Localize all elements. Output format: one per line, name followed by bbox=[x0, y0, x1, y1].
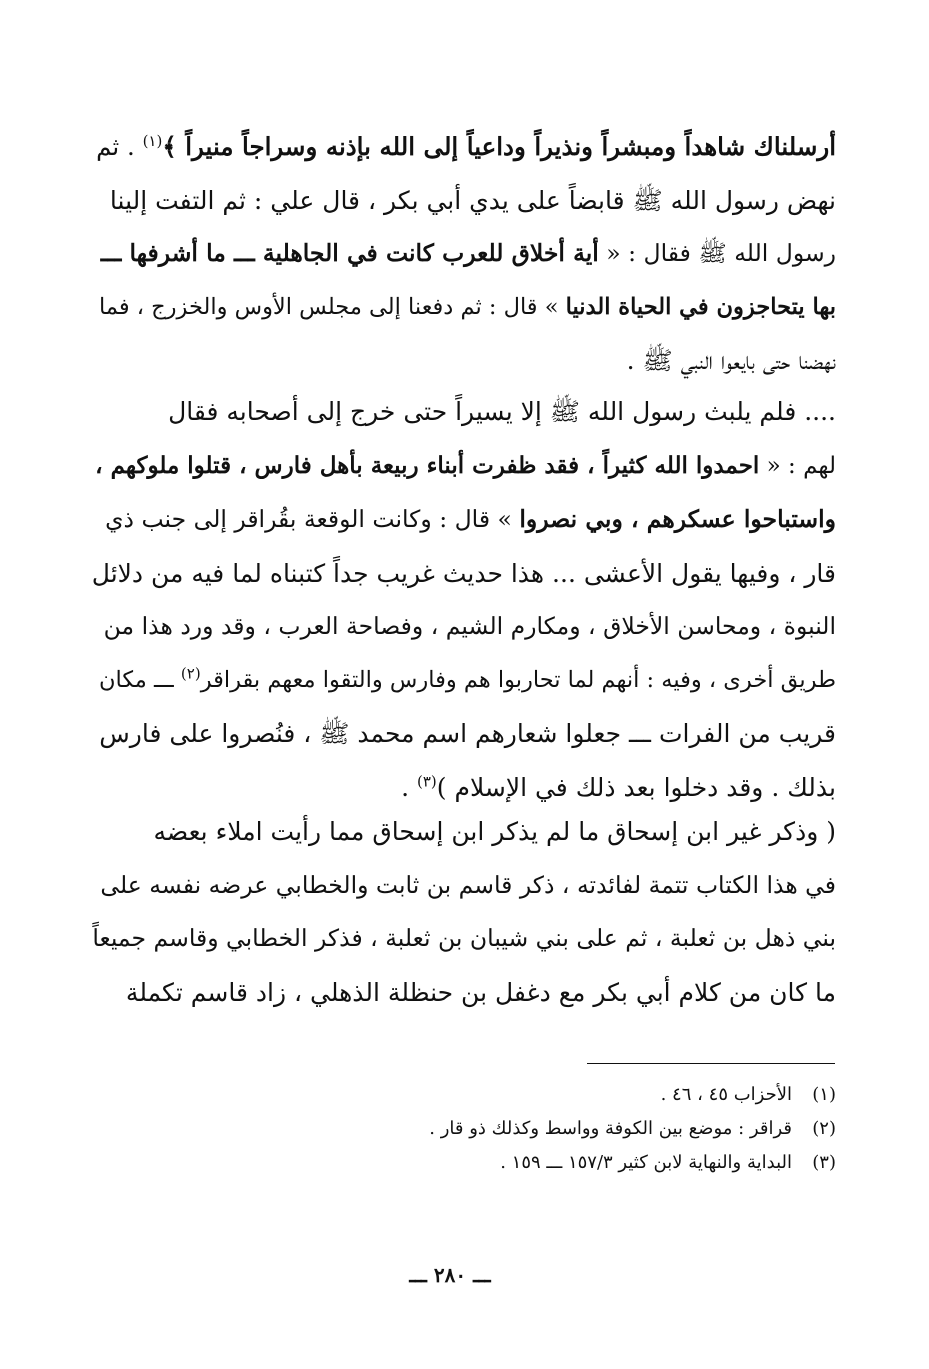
paragraph-2-line-3-end: » قال : وكانت الوقعة بقُراقر إلى جنب ذي bbox=[105, 505, 520, 533]
footnote-number: (٣) bbox=[812, 1152, 836, 1173]
paragraph-2-line-3 bbox=[92, 493, 836, 547]
paragraph-2-line-7: قريب من الفرات ـــ جعلوا شعارهم اسم محمد ﷺ ، فنُصروا على فارس bbox=[99, 719, 836, 748]
footnote-ref-3[interactable]: (٣) bbox=[417, 772, 437, 791]
footnotes bbox=[380, 1078, 836, 1180]
footnote-divider bbox=[587, 1063, 835, 1064]
paragraph-3-line-4: ما كان من كلام أبي بكر مع دغفل بن حنظلة الذهلي ، زاد قاسم تكملة bbox=[125, 977, 836, 1007]
quran-quote: أرسلناك شاهداً ومبشراً ونذيراً وداعياً إلى الله بإذنه وسراجاً منيراً ﴾ bbox=[162, 132, 836, 161]
footnote-number: (١) bbox=[812, 1084, 836, 1105]
paragraph-2-line-1: .... فلم يلبث رسول الله ﷺ إلا يسيراً حتى خرج إلى أصحابه فقال bbox=[168, 397, 836, 426]
footnote-ref-2[interactable]: (٢) bbox=[180, 664, 201, 682]
footnote-2 bbox=[380, 1112, 836, 1146]
hadith-quote-1: أية أخلاق للعرب كانت في الجاهلية ـــ ما أشرفها ـــ bbox=[100, 239, 599, 267]
paragraph-1-line-3 bbox=[92, 227, 836, 281]
hadith-quote-1-cont: بها يتحاجزون في الحياة الدنيا bbox=[565, 293, 836, 320]
paragraph-3-line-2: في هذا الكتاب تتمة لفائدته ، ذكر قاسم بن ثابت والخطابي عرضه نفسه على bbox=[100, 870, 836, 899]
paragraph-1-line-1-end: . ثم bbox=[96, 132, 143, 161]
footnote-3 bbox=[380, 1146, 836, 1180]
paragraph-2-line-6 bbox=[92, 654, 836, 708]
paragraph-3 bbox=[92, 805, 836, 1019]
paragraph-2-line-5: النبوة ، ومحاسن الأخلاق ، ومكارم الشيم ، وفصاحة العرب ، وقد ورد هذا من bbox=[103, 612, 836, 640]
paragraph-2 bbox=[92, 385, 836, 814]
paragraph-1-line-2: نهض رسول الله ﷺ قابضاً على يدي أبي بكر ، قال علي : ثم التفت إلينا bbox=[109, 185, 836, 215]
hadith-quote-2: احمدوا الله كثيراً ، فقد ظفرت أبناء ربيعة بأهل فارس ، قتلوا ملوكهم ، bbox=[95, 451, 760, 479]
footnote-text: الأحزاب ٤٥ ، ٤٦ . bbox=[660, 1084, 792, 1105]
page-number: ـــ ٢٨٠ ـــ bbox=[409, 1263, 491, 1287]
footnote-text: البداية والنهاية لابن كثير ١٥٧/٣ ـــ ١٥٩ . bbox=[500, 1152, 792, 1173]
paragraph-1-line-3-start: رسول الله ﷺ فقال : « bbox=[598, 239, 836, 267]
paragraph-1-line-5: نهضنا حتى بايعوا النبي ﷺ . bbox=[626, 346, 836, 375]
paragraph-1-line-4 bbox=[92, 281, 836, 335]
paragraph-2-line-2-start: لهم : « bbox=[759, 452, 836, 479]
footnote-1 bbox=[380, 1078, 836, 1112]
footnote-number: (٢) bbox=[812, 1118, 836, 1139]
paragraph-2-line-8-text: بذلك . وقد دخلوا بعد ذلك في الإسلام ) bbox=[436, 772, 836, 802]
paragraph-2-line-8-end: . bbox=[401, 772, 417, 802]
paragraph-3-line-1: ( وذكر غير ابن إسحاق ما لم يذكر ابن إسحاق مما رأيت املاء بعضه bbox=[153, 817, 836, 846]
paragraph-2-line-6-end: ـــ مكان bbox=[98, 666, 181, 693]
hadith-quote-2-cont: واستباحوا عسكرهم ، وبي نصروا bbox=[519, 505, 836, 533]
paragraph-1-line-4-end: » قال : ثم دفعنا إلى مجلس الأوس والخزرج ، فما bbox=[98, 293, 566, 320]
footnote-text: قراقر : موضع بين الكوفة وواسط وكذلك ذو قار . bbox=[429, 1118, 792, 1139]
paragraph-2-line-2 bbox=[92, 439, 836, 494]
paragraph-2-line-6-text: طريق أخرى ، وفيه : أنهم لما تحاربوا هم وفارس والتقوا معهم بقراقر bbox=[200, 666, 836, 693]
paragraph-1-line-1 bbox=[92, 120, 836, 174]
footnote-ref-1[interactable]: (١) bbox=[142, 131, 163, 150]
paragraph-3-line-3: بني ذهل بن ثعلبة ، ثم على بني شيبان بن ثعلبة ، فذكر الخطابي وقاسم جميعاً bbox=[92, 924, 836, 952]
paragraph-1 bbox=[92, 120, 836, 388]
paragraph-2-line-4: قار ، وفيها يقول الأعشى ... هذا حديث غريب جداً كتبناه لما فيه من دلائل bbox=[91, 558, 836, 588]
